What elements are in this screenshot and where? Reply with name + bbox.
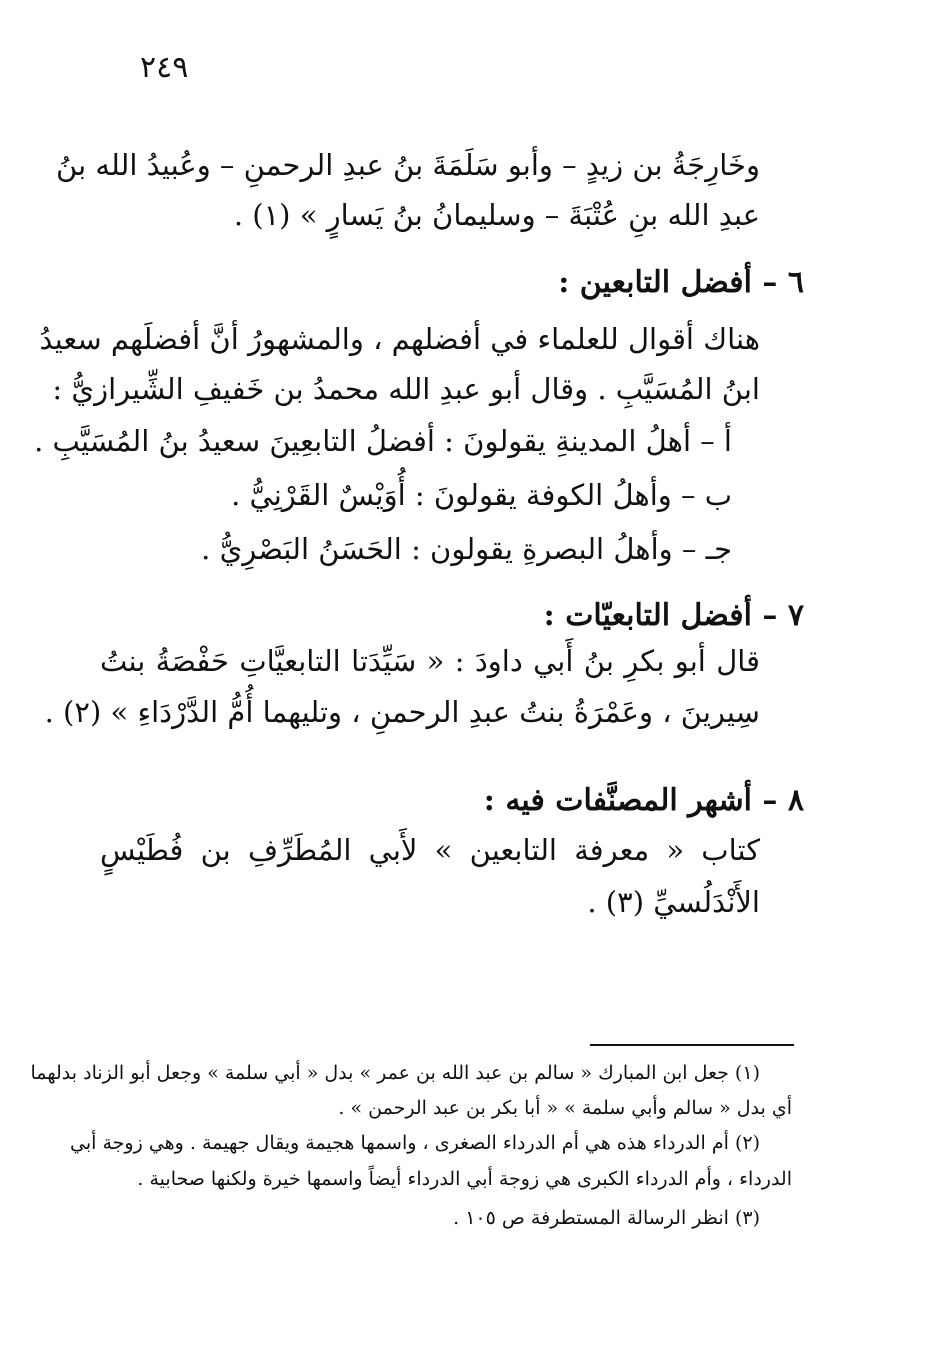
footnote-separator bbox=[590, 1044, 794, 1046]
footnote-1-cont: أي بدل « سالم وأبي سلمة » « أبا بكر بن عبد الرحمن » . bbox=[338, 1097, 792, 1119]
section-7-line: سِيرينَ ، وعَمْرَةُ بنتُ عبدِ الرحمنِ ، وتليهما أُمُّ الدَّرْدَاءِ » (٢) . bbox=[44, 695, 760, 729]
footnote-2: (٢) أم الدرداء هذه هي أم الدرداء الصغرى ، واسمها هجيمة ويقال جهيمة . وهي زوجة أبي bbox=[70, 1132, 760, 1154]
body-line: وخَارِجَةُ بن زيدٍ – وأبو سَلَمَةَ بنُ عبدِ الرحمنِ – وعُبيدُ الله بنُ bbox=[56, 148, 760, 182]
footnote-3: (٣) انظر الرسالة المستطرفة ص ١٠٥ . bbox=[453, 1207, 760, 1229]
section-8-line: كتاب « معرفة التابعين » لأَبي المُطَرِّفِ بن فُطَيْسٍ bbox=[100, 833, 760, 867]
section-7-line: قال أبو بكرِ بنُ أَبي داودَ : « سَيِّدَتا التابعيَّاتِ حَفْصَةُ بنتُ bbox=[100, 644, 760, 678]
body-line: عبدِ الله بنِ عُتْبَةَ – وسليمانُ بنُ يَسارٍ » (١) . bbox=[233, 198, 760, 232]
section-6-item-a: أ – أهلُ المدينةِ يقولونَ : أفضلُ التابعِينَ سعيدُ بنُ المُسَيَّبِ . bbox=[34, 424, 732, 458]
section-7-heading: ٧ – أفضل التابعيّات : bbox=[543, 598, 804, 633]
section-6-heading: ٦ – أفضل التابعين : bbox=[558, 265, 804, 300]
page-number: ٢٤٩ bbox=[140, 50, 189, 85]
section-6-item-c: جـ – وأهلُ البصرةِ يقولون : الحَسَنُ البَصْرِيُّ . bbox=[201, 532, 732, 566]
footnote-2-cont: الدرداء ، وأم الدرداء الكبرى هي زوجة أبي الدرداء أيضاً واسمها خيرة ولكنها صحابية . bbox=[137, 1168, 792, 1190]
section-6-line: ابنُ المُسَيَّبِ . وقال أبو عبدِ الله محمدُ بن خَفيفِ الشِّيرازيُّ : bbox=[52, 372, 760, 406]
section-6-item-b: ب – وأهلُ الكوفة يقولونَ : أُوَيْسٌ القَرْنِيُّ . bbox=[231, 478, 732, 512]
section-8-line: الأَنْدَلُسيِّ (٣) . bbox=[587, 885, 760, 919]
section-8-heading: ٨ – أشهر المصنَّفات فيه : bbox=[483, 783, 804, 818]
footnote-1: (١) جعل ابن المبارك « سالم بن عبد الله بن عمر » بدل « أبي سلمة » وجعل أبو الزناد بدلهما bbox=[30, 1062, 760, 1084]
section-6-line: هناك أقوال للعلماء في أفضلهم ، والمشهورُ أنَّ أفضلَهم سعيدُ bbox=[39, 322, 760, 356]
